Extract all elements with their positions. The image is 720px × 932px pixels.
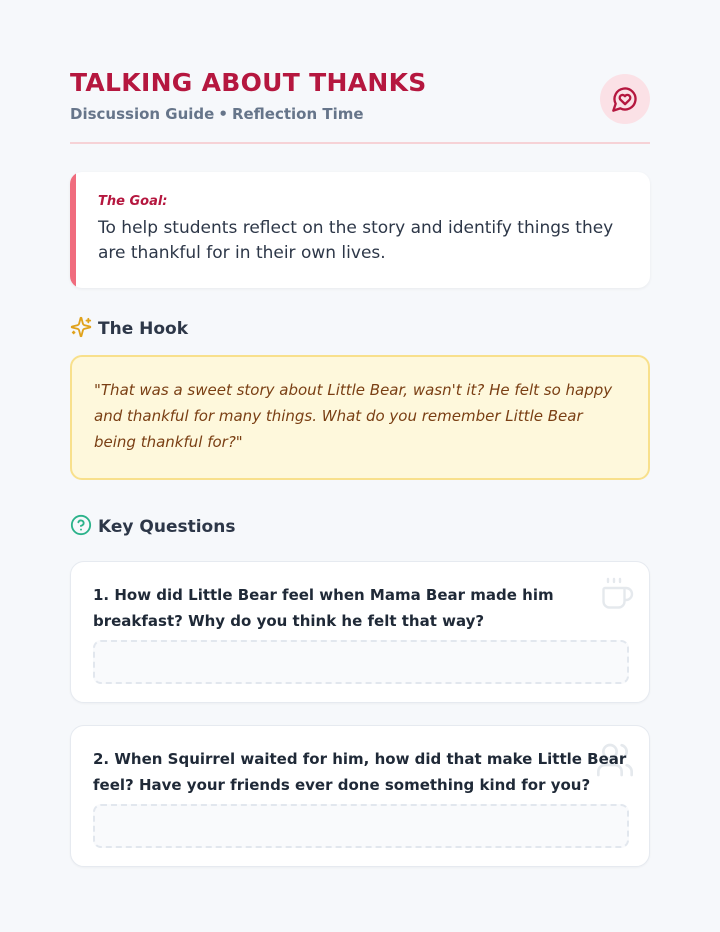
key-questions-heading — [70, 514, 235, 540]
sparkles-icon — [70, 316, 92, 342]
goal-label: The Goal: — [98, 194, 168, 209]
subtitle-separator: • — [218, 105, 228, 123]
question-text: 1. How did Little Bear feel when Mama Bear made him breakfast? Why do you think he felt that way? — [93, 586, 554, 630]
question-text: 2. When Squirrel waited for him, how did that make Little Bear feel? Have your friends ever done something kind for you? — [93, 750, 627, 794]
question-card — [70, 561, 650, 703]
question-card — [70, 725, 650, 867]
hook-title: The Hook — [98, 319, 189, 339]
page-subtitle — [70, 105, 364, 123]
answer-box[interactable] — [93, 804, 629, 848]
subtitle-guide: Discussion Guide — [70, 105, 215, 123]
hook-heading — [70, 316, 188, 342]
heart-chat-icon — [600, 74, 650, 124]
goal-accent-bar — [70, 172, 76, 288]
page-title: TALKING ABOUT THANKS — [70, 68, 427, 97]
hook-quote: "That was a sweet story about Little Bear, wasn't it? He felt so happy and thankful for many things. What do you remember Little Bear being thankful for?" — [94, 381, 613, 451]
subtitle-reflection: Reflection Time — [231, 105, 364, 123]
key-questions-title: Key Questions — [98, 517, 236, 537]
goal-card — [70, 172, 650, 288]
hook-card — [70, 355, 650, 480]
question-circle-icon — [70, 514, 92, 540]
goal-text: To help students reflect on the story and identify things they are thankful for in their own lives. — [98, 218, 614, 263]
answer-box[interactable] — [93, 640, 629, 684]
page-header — [70, 68, 650, 144]
